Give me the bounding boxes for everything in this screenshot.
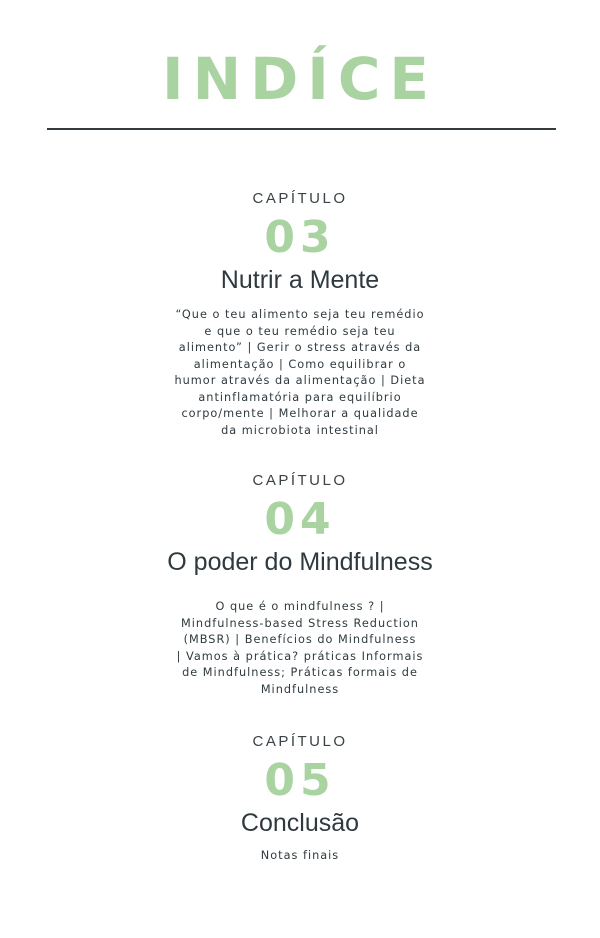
chapter-05: [0, 732, 600, 865]
chapter-label: CAPÍTULO: [252, 733, 348, 750]
chapter-number: 04: [264, 494, 336, 545]
title-divider: [47, 128, 556, 130]
chapter-number: 03: [264, 212, 336, 263]
chapter-title: O poder do Mindfulness: [167, 548, 433, 576]
chapter-description: Notas finais: [260, 849, 340, 862]
chapter-label: CAPÍTULO: [252, 190, 348, 207]
chapter-03: [0, 189, 600, 439]
chapter-description: “Que o teu alimento seja teu remédio e que o teu remédio seja teu alimento” | Gerir o stress através da alimentação | Como equilibrar o humor através da alimentação | Dieta antinflamatória para equilíbrio corpo/mente | Melhorar a qualidade da microbiota intestinal: [174, 308, 426, 437]
chapter-label: CAPÍTULO: [252, 472, 348, 489]
chapter-number: 05: [264, 755, 336, 806]
chapter-description: O que é o mindfulness ? | Mindfulness-based Stress Reduction (MBSR) | Benefícios do Mindfulness | Vamos à prática? práticas Informais de Mindfulness; Práticas formais de Mindfulness: [176, 600, 424, 696]
chapter-title: Conclusão: [240, 809, 360, 837]
chapter-04: [0, 471, 600, 698]
chapter-title: Nutrir a Mente: [220, 266, 380, 294]
page-title: INDÍCE: [161, 45, 439, 113]
